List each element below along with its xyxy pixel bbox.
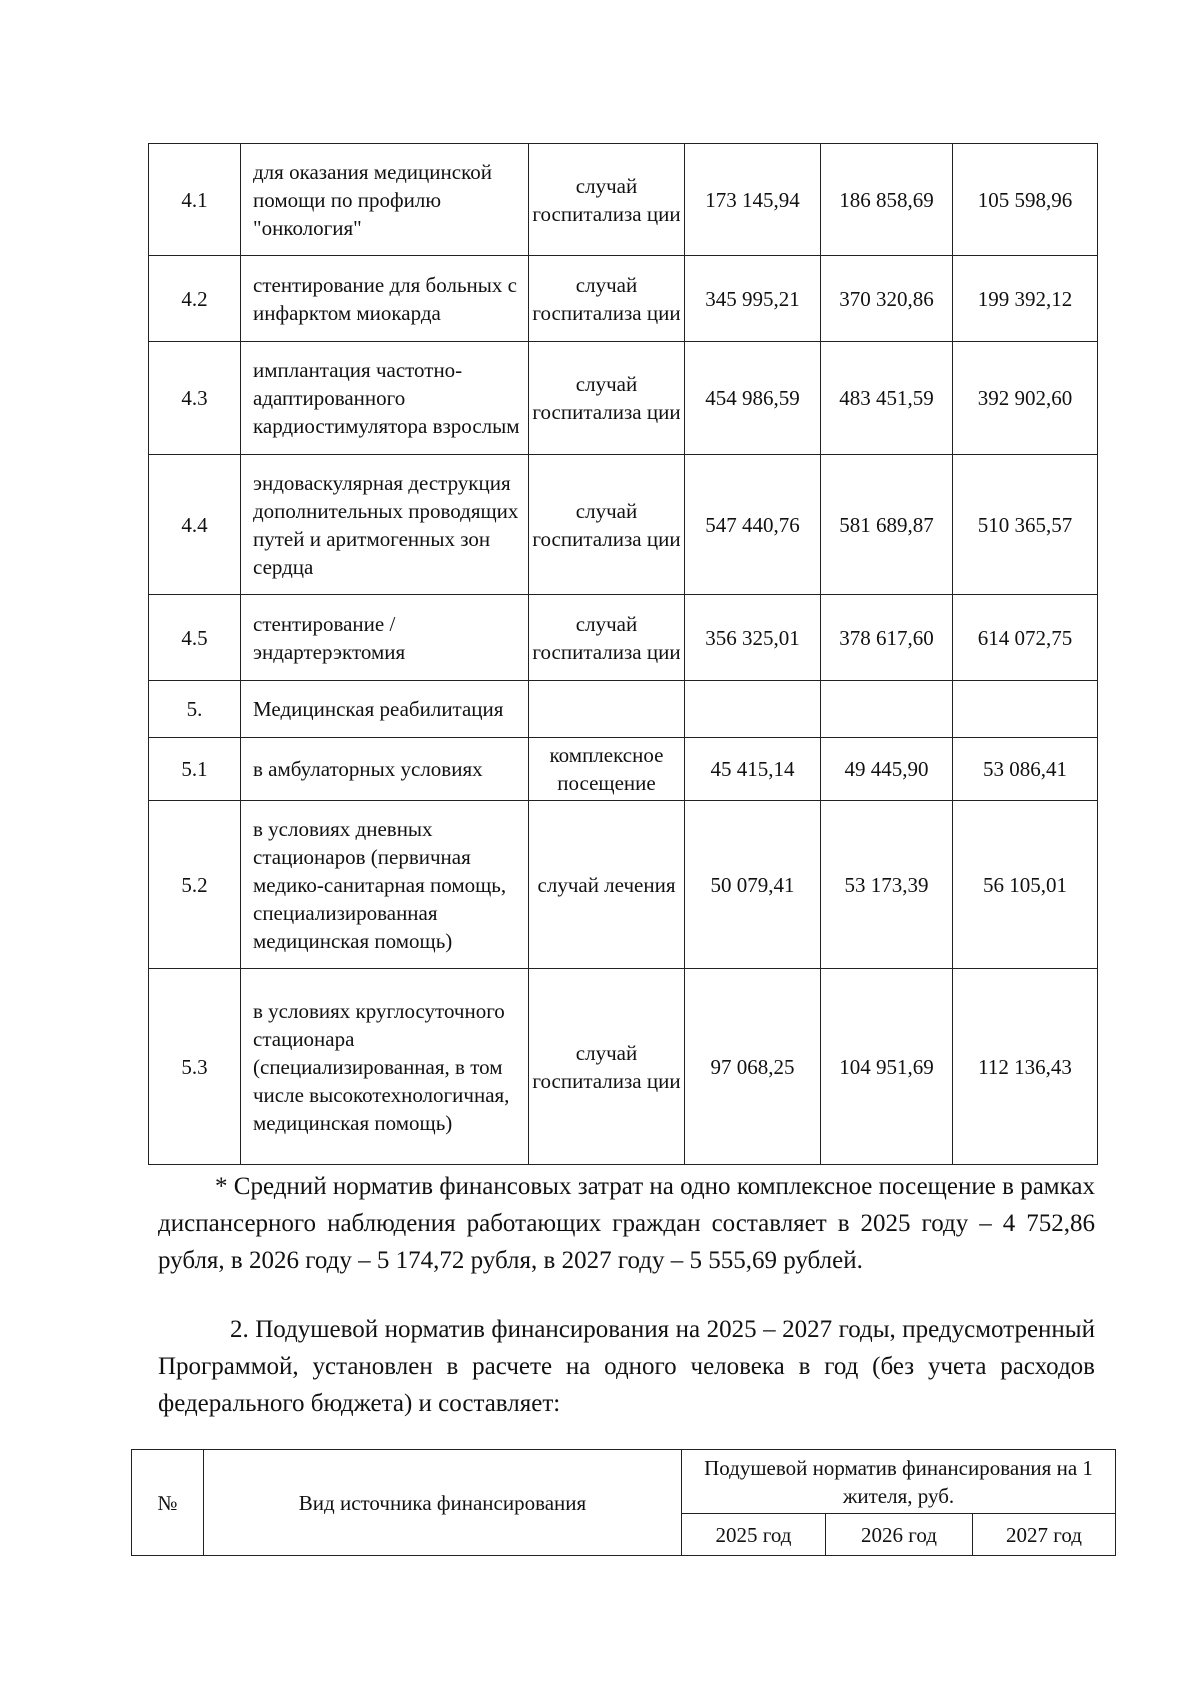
row-number: 5. bbox=[149, 681, 241, 738]
per-capita-norm-table bbox=[131, 1449, 1116, 1556]
value-2027: 53 086,41 bbox=[953, 738, 1098, 801]
value-2026: 581 689,87 bbox=[821, 455, 953, 595]
value-2025: 50 079,41 bbox=[685, 801, 821, 969]
footnote: * Средний норматив финансовых затрат на одно комплексное посещение в рамках диспансерного наблюдения работающих граждан составляет в 2025 году – 4 752,86 рубля, в 2026 году – 5 174,72 рубля, в 2027 году – 5 555,69 рублей. bbox=[158, 1173, 1095, 1274]
row-unit: случай госпитализа ции bbox=[529, 969, 685, 1165]
header-number: № bbox=[132, 1450, 204, 1556]
row-description: эндоваскулярная деструкция дополнительных проводящих путей и аритмогенных зон сердца bbox=[241, 455, 529, 595]
table-row bbox=[149, 595, 1098, 681]
table-row bbox=[149, 801, 1098, 969]
paragraph-2: 2. Подушевой норматив финансирования на 2025 – 2027 годы, предусмотренный Программой, установлен в расчете на одного человека в год (без учета расходов федерального бюджета) и составляет: bbox=[158, 1316, 1095, 1417]
value-2025: 454 986,59 bbox=[685, 342, 821, 455]
row-number: 4.1 bbox=[149, 144, 241, 256]
value-2025: 173 145,94 bbox=[685, 144, 821, 256]
table-row bbox=[149, 738, 1098, 801]
row-number: 4.2 bbox=[149, 256, 241, 342]
value-2026: 483 451,59 bbox=[821, 342, 953, 455]
value-2027: 199 392,12 bbox=[953, 256, 1098, 342]
value-2026: 53 173,39 bbox=[821, 801, 953, 969]
value-2025: 345 995,21 bbox=[685, 256, 821, 342]
row-unit bbox=[529, 681, 685, 738]
cost-norms-table bbox=[148, 143, 1098, 1165]
header-year-2026: 2026 год bbox=[826, 1514, 973, 1556]
header-year-2025: 2025 год bbox=[682, 1514, 826, 1556]
row-description: Медицинская реабилитация bbox=[241, 681, 529, 738]
value-2027: 614 072,75 bbox=[953, 595, 1098, 681]
row-unit: случай лечения bbox=[529, 801, 685, 969]
value-2027: 510 365,57 bbox=[953, 455, 1098, 595]
value-2026: 370 320,86 bbox=[821, 256, 953, 342]
row-number: 4.4 bbox=[149, 455, 241, 595]
row-number: 4.5 bbox=[149, 595, 241, 681]
row-description: стентирование для больных с инфарктом миокарда bbox=[241, 256, 529, 342]
row-number: 5.1 bbox=[149, 738, 241, 801]
value-2027: 392 902,60 bbox=[953, 342, 1098, 455]
value-2025: 97 068,25 bbox=[685, 969, 821, 1165]
row-unit: случай госпитализа ции bbox=[529, 455, 685, 595]
row-description: имплантация частотно-адаптированного кардиостимулятора взрослым bbox=[241, 342, 529, 455]
row-number: 5.3 bbox=[149, 969, 241, 1165]
value-2025: 356 325,01 bbox=[685, 595, 821, 681]
row-description: для оказания медицинской помощи по профилю "онкология" bbox=[241, 144, 529, 256]
table-row bbox=[149, 969, 1098, 1165]
header-norm: Подушевой норматив финансирования на 1 жителя, руб. bbox=[682, 1450, 1116, 1514]
value-2025 bbox=[685, 681, 821, 738]
value-2026: 186 858,69 bbox=[821, 144, 953, 256]
table-row bbox=[149, 144, 1098, 256]
row-unit: случай госпитализа ции bbox=[529, 144, 685, 256]
table-row bbox=[149, 256, 1098, 342]
value-2026: 104 951,69 bbox=[821, 969, 953, 1165]
value-2026 bbox=[821, 681, 953, 738]
row-unit: комплексное посещение bbox=[529, 738, 685, 801]
row-unit: случай госпитализа ции bbox=[529, 342, 685, 455]
value-2025: 45 415,14 bbox=[685, 738, 821, 801]
value-2027: 112 136,43 bbox=[953, 969, 1098, 1165]
table-row bbox=[149, 342, 1098, 455]
row-unit: случай госпитализа ции bbox=[529, 595, 685, 681]
table-row bbox=[149, 681, 1098, 738]
value-2027: 105 598,96 bbox=[953, 144, 1098, 256]
row-number: 5.2 bbox=[149, 801, 241, 969]
value-2026: 49 445,90 bbox=[821, 738, 953, 801]
row-description: в условиях круглосуточного стационара (специализированная, в том числе высокотехнологичная, медицинская помощь) bbox=[241, 969, 529, 1165]
header-row bbox=[132, 1450, 1116, 1514]
value-2027 bbox=[953, 681, 1098, 738]
value-2025: 547 440,76 bbox=[685, 455, 821, 595]
value-2027: 56 105,01 bbox=[953, 801, 1098, 969]
value-2026: 378 617,60 bbox=[821, 595, 953, 681]
row-description: в амбулаторных условиях bbox=[241, 738, 529, 801]
row-unit: случай госпитализа ции bbox=[529, 256, 685, 342]
row-description: в условиях дневных стационаров (первичная медико-санитарная помощь, специализированная медицинская помощь) bbox=[241, 801, 529, 969]
row-number: 4.3 bbox=[149, 342, 241, 455]
table-row bbox=[149, 455, 1098, 595]
header-year-2027: 2027 год bbox=[973, 1514, 1116, 1556]
header-source: Вид источника финансирования bbox=[204, 1450, 682, 1556]
row-description: стентирование / эндартерэктомия bbox=[241, 595, 529, 681]
